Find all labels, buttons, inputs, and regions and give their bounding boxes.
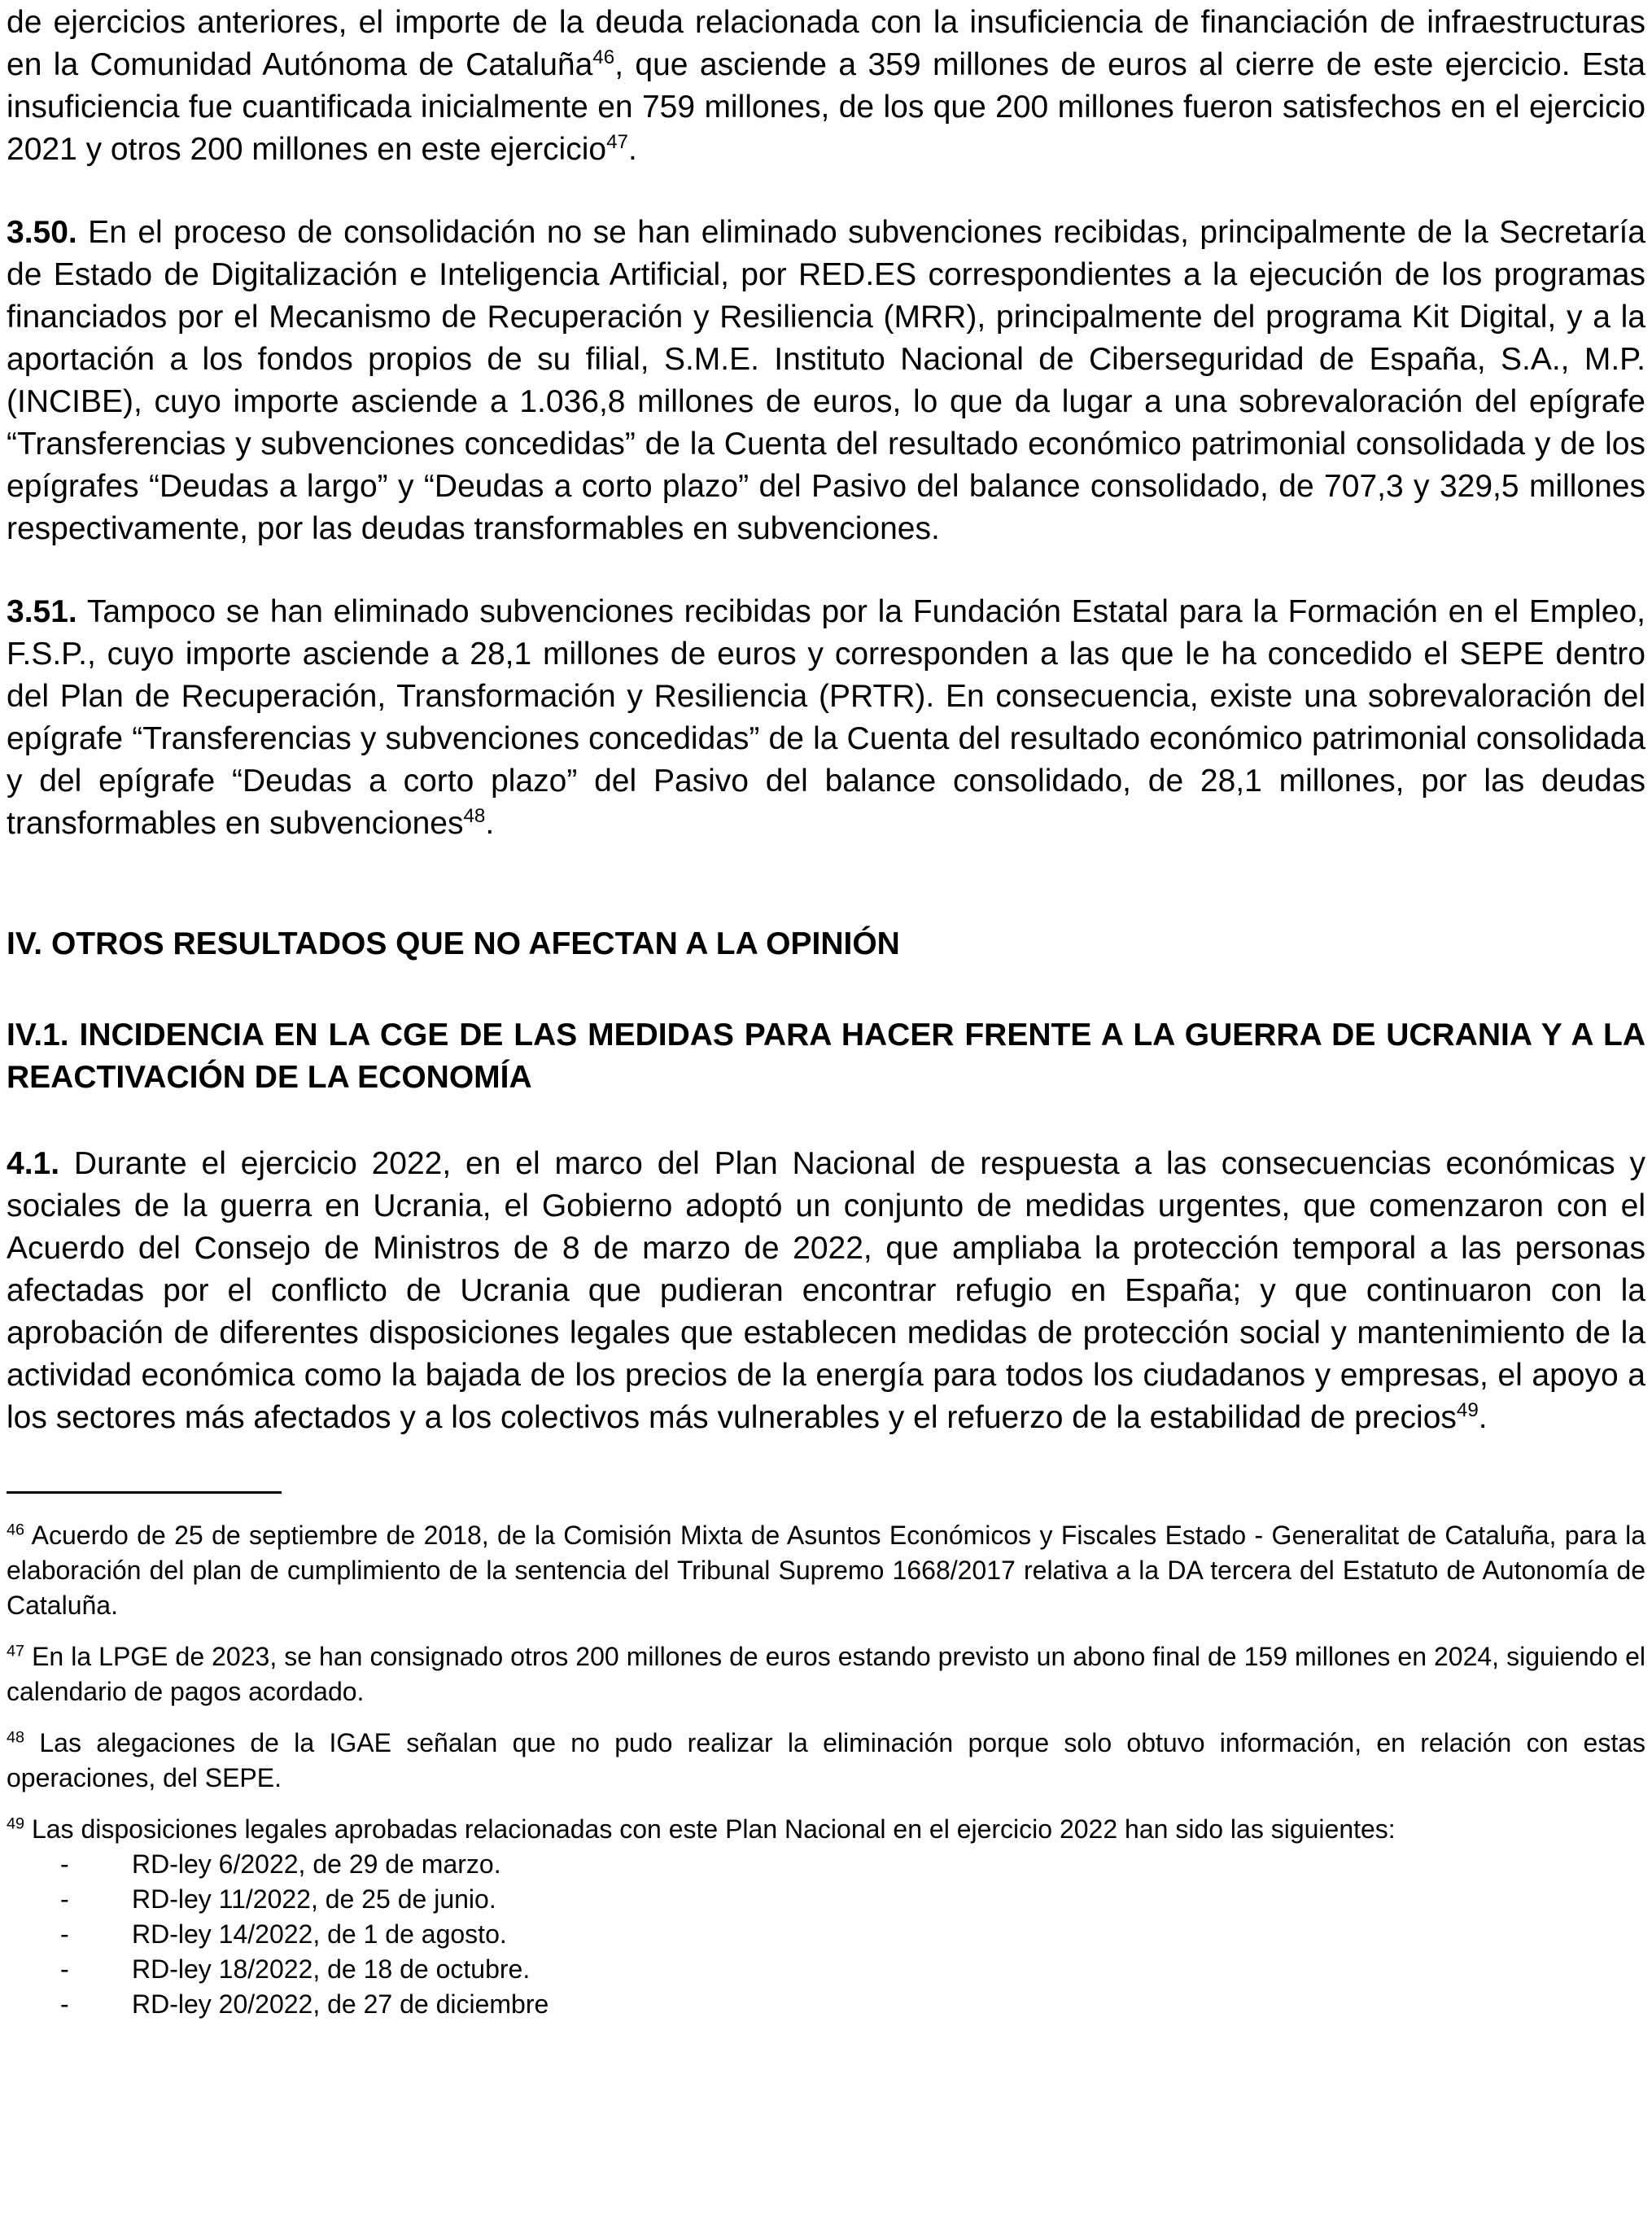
footnote-text: En la LPGE de 2023, se han consignado otros 200 millones de euros estando previsto un abono final de 159 millones en 2024, siguiendo el calendario de pagos acordado. [7,1642,1646,1706]
bold-run: 3.51. [7,594,77,629]
text-run: Durante el ejercicio 2022, en el marco del Plan Nacional de respuesta a las consecuencias económicas y sociales de la guerra en Ucrania, el Gobierno adoptó un conjunto de medidas urgentes, que comenzaron con el Acuerdo del Consejo de Ministros de 8 de marzo de 2022, que ampliaba la protección temporal a las personas afectadas por el conflicto de Ucrania que pudieran encontrar refugio en España; y que continuaron con la aprobación de diferentes disposiciones legales que establecen medidas de protección social y mantenimiento de la actividad económica como la bajada de los precios de la energía para todos los ciudadanos y empresas, el apoyo a los sectores más afectados y a los colectivos más vulnerables y el refuerzo de la estabilidad de precios [7,1146,1645,1435]
paragraph-3-50 [7,212,1645,550]
footnote-number: 46 [7,1521,25,1539]
paragraph-continuation [7,2,1645,171]
footnotes-section [7,1518,1645,2022]
text-run: de ejercicios anteriores, el importe de la deuda relacionada con la insuficiencia de financiación de infraestructuras en la Comunidad Autónoma de Cataluña [7,5,1645,82]
footnote-ref: 49 [1456,1399,1479,1421]
footnote-item-text: RD-ley 11/2022, de 25 de junio. [132,1884,496,1914]
footnote-49 [7,1812,1645,2022]
text-run: . [485,806,495,841]
footnote-ref: 47 [606,131,628,153]
subsection-heading-iv-1 [7,1014,1645,1099]
text-run: En el proceso de consolidación no se han eliminado subvenciones recibidas, principalmente de la Secretaría de Estado de Digitalización e Inteligencia Artificial, por RED.ES correspondientes a la ejecución de los programas financiados por el Mecanismo de Recuperación y Resiliencia (MRR), principalmente del programa Kit Digital, y a la aportación a los fondos propios de su filial, S.M.E. Instituto Nacional de Ciberseguridad de España, S.A., M.P. (INCIBE), cuyo importe asciende a 1.036,8 millones de euros, lo que da lugar a una sobrevaloración del epígrafe “Transferencias y subvenciones concedidas” de la Cuenta del resultado económico patrimonial consolidada y de los epígrafes “Deudas a largo” y “Deudas a corto plazo” del Pasivo del balance consolidado, de 707,3 y 329,5 millones respectivamente, por las deudas transformables en subvenciones. [7,215,1645,546]
footnote-46 [7,1518,1645,1623]
footnote-item-text: RD-ley 20/2022, de 27 de diciembre [132,1989,549,2019]
section-heading-iv [7,923,1645,965]
list-dash: - [60,1884,69,1914]
list-dash: - [60,1919,69,1949]
bold-run: 3.50. [7,215,77,250]
footnote-text: Las alegaciones de la IGAE señalan que no pudo realizar la eliminación porque solo obtuvo información, en relación con estas operaciones, del SEPE. [7,1728,1646,1792]
text-run: IV. OTROS RESULTADOS QUE NO AFECTAN A LA OPINIÓN [7,926,900,961]
list-dash: - [60,1989,69,2019]
paragraph-4-1 [7,1143,1645,1439]
footnote-list-item [7,1917,1645,1952]
footnote-list-item [7,1987,1645,2022]
footnote-number: 49 [7,1814,25,1833]
footnote-text: Las disposiciones legales aprobadas relacionadas con este Plan Nacional en el ejercicio 2022 han sido las siguientes: [31,1814,1396,1844]
text-run: . [1478,1400,1488,1435]
footnote-list-item [7,1952,1645,1987]
footnote-text: Acuerdo de 25 de septiembre de 2018, de la Comisión Mixta de Asuntos Económicos y Fiscales Estado - Generalitat de Cataluña, para la elaboración del plan de cumplimiento de la sentencia del Tribunal Supremo 1668/2017 relativa a la DA tercera del Estatuto de Autonomía de Cataluña. [7,1521,1646,1620]
footnote-number: 47 [7,1642,25,1661]
list-dash: - [60,1954,69,1984]
text-run: IV.1. INCIDENCIA EN LA CGE DE LAS MEDIDAS PARA HACER FRENTE A LA GUERRA DE UCRANIA Y A LA REACTIVACIÓN DE LA ECONOMÍA [7,1018,1645,1095]
bold-run: 4.1. [7,1146,60,1181]
footnote-number: 48 [7,1728,25,1747]
footnote-ref: 46 [592,46,615,68]
footnote-47 [7,1639,1645,1709]
text-run: , que asciende a 359 millones de euros al cierre de este ejercicio. Esta insuficiencia fue cuantificada inicialmente en 759 millones, de los que 200 millones fueron satisfechos en el ejercicio 2021 y otros 200 millones en este ejercicio [7,47,1645,167]
footnote-item-text: RD-ley 6/2022, de 29 de marzo. [132,1849,501,1879]
footnote-48 [7,1726,1645,1796]
text-run: . [627,132,637,167]
footnote-item-text: RD-ley 18/2022, de 18 de octubre. [132,1954,531,1984]
document-body [7,2,1645,1439]
paragraph-3-51 [7,591,1645,845]
footnote-list-item [7,1847,1645,1882]
footnote-separator-rule [7,1491,282,1494]
footnote-ref: 48 [463,805,486,827]
text-run: Tampoco se han eliminado subvenciones recibidas por la Fundación Estatal para la Formación en el Empleo, F.S.P., cuyo importe asciende a 28,1 millones de euros y corresponden a las que le ha concedido el SEPE dentro del Plan de Recuperación, Transformación y Resiliencia (PRTR). En consecuencia, existe una sobrevaloración del epígrafe “Transferencias y subvenciones concedidas” de la Cuenta del resultado económico patrimonial consolidada y del epígrafe “Deudas a corto plazo” del Pasivo del balance consolidado, de 28,1 millones, por las deudas transformables en subvenciones [7,594,1645,841]
footnote-list-item [7,1882,1645,1917]
footnote-item-text: RD-ley 14/2022, de 1 de agosto. [132,1919,507,1949]
list-dash: - [60,1849,69,1879]
